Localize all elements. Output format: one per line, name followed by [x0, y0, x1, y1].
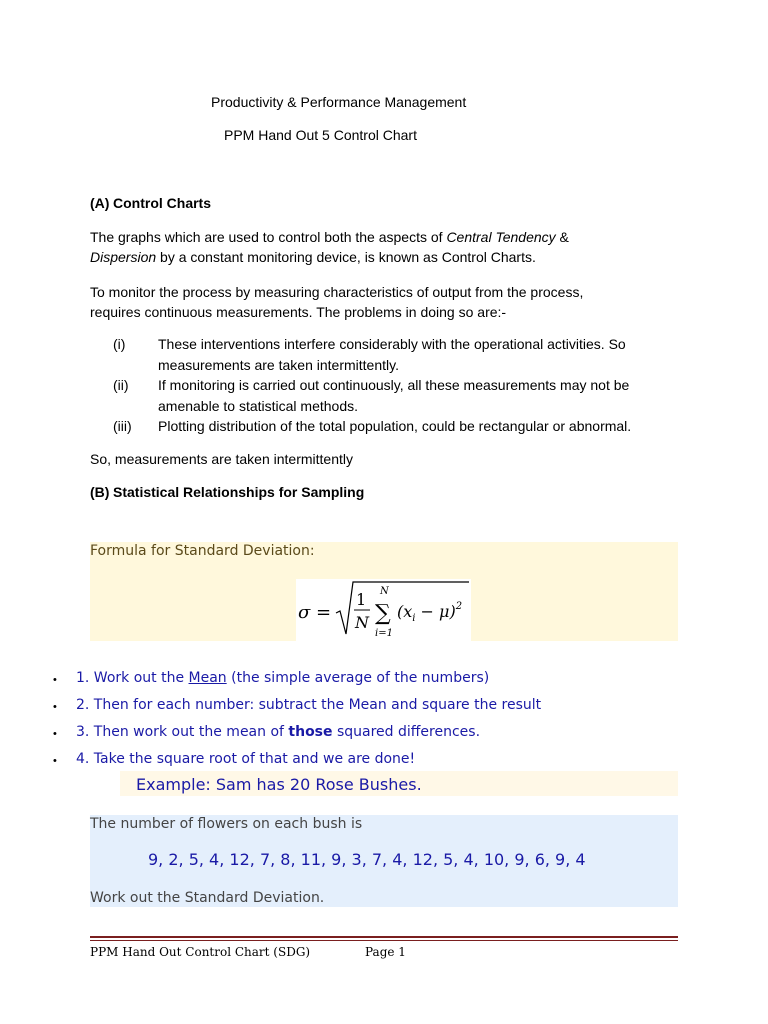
section-a-marker: (A): [90, 195, 110, 211]
emphasis-those: those: [288, 724, 333, 740]
example-data-box: [90, 815, 678, 907]
footer-left-text: PPM Hand Out Control Chart (SDG): [90, 945, 311, 959]
list-item-text: Plotting distribution of the total population, could be rectangular or abnormal.: [158, 418, 632, 434]
sum-lower-limit: i=1: [375, 628, 393, 639]
formula-image: [296, 579, 471, 641]
summation-term: $(x_i - \mu)^2$: [397, 601, 463, 624]
data-numbers: 9, 2, 5, 4, 12, 7, 8, 11, 9, 3, 7, 4, 12, 5, 4, 10, 9, 6, 9, 4: [148, 850, 586, 869]
list-item-number: (iii): [113, 418, 132, 434]
list-item: 1. Work out the Mean (the simple average of the numbers): [76, 670, 490, 686]
footer-rule: [90, 936, 678, 938]
list-item-number: (ii): [113, 377, 129, 393]
bullet-icon: •: [53, 755, 57, 767]
section-b-marker: (B): [90, 484, 110, 500]
paragraph-definition: [90, 227, 650, 267]
footer-rule-thin: [90, 940, 678, 941]
page-number: Page 1: [365, 945, 406, 959]
summation-symbol: ∑: [375, 601, 391, 626]
section-a-heading: Control Charts: [113, 195, 211, 211]
example-banner: [120, 771, 678, 796]
numerator-one: 1: [356, 590, 367, 609]
definition-text-3: by a constant monitoring device, is known as Control Charts.: [156, 249, 536, 265]
data-task: Work out the Standard Deviation.: [90, 890, 325, 906]
definition-text-2: &: [555, 229, 569, 245]
list-item-number: (i): [113, 336, 126, 352]
document-subtitle: PPM Hand Out 5 Control Chart: [224, 127, 417, 143]
denominator-n: N: [355, 613, 369, 632]
standard-deviation-formula: [296, 579, 471, 641]
formula-box: [90, 542, 678, 641]
example-title: Example: Sam has 20 Rose Bushes.: [136, 775, 422, 794]
list-item-text: These interventions interfere considerably with the operational activities. So measurements are taken intermittently.: [158, 336, 626, 373]
sigma-symbol: σ =: [298, 602, 332, 623]
monitoring-line-1: To monitor the process by measuring characteristics of output from the process,: [90, 284, 584, 300]
data-intro: The number of flowers on each bush is: [90, 816, 363, 832]
mean-link[interactable]: Mean: [188, 670, 227, 686]
list-item: 4. Take the square root of that and we are done!: [76, 751, 416, 767]
term-central-tendency: Central Tendency: [446, 229, 556, 245]
term-dispersion: Dispersion: [90, 249, 157, 265]
paragraph-monitoring: [90, 282, 650, 322]
bullet-icon: •: [53, 701, 57, 713]
formula-label: Formula for Standard Deviation:: [90, 543, 315, 559]
section-b-heading: Statistical Relationships for Sampling: [113, 484, 365, 500]
monitoring-line-2: requires continuous measurements. The problems in doing so are:-: [90, 304, 507, 320]
conclusion-text: So, measurements are taken intermittently: [90, 451, 354, 467]
list-item: 3. Then work out the mean of those squared differences.: [76, 724, 481, 740]
list-item-text: If monitoring is carried out continuously, all these measurements may not be amenable to statistical methods.: [158, 377, 630, 414]
definition-text-1: The graphs which are used to control both the aspects of: [90, 229, 447, 245]
list-item: 2. Then for each number: subtract the Mean and square the result: [76, 697, 542, 713]
document-title: Productivity & Performance Management: [211, 94, 467, 110]
sum-upper-limit: N: [380, 586, 389, 597]
bullet-icon: •: [53, 728, 57, 740]
bullet-icon: •: [53, 674, 57, 686]
